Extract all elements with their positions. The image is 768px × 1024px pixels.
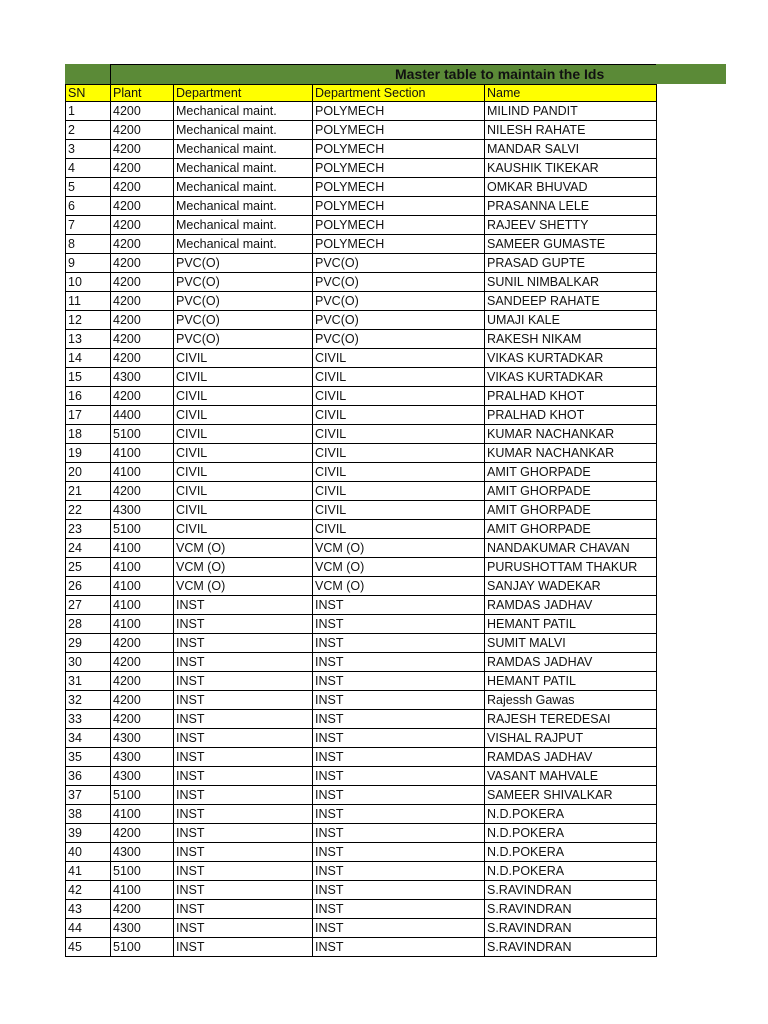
name-cell[interactable]: PRASANNA LELE [485,197,657,216]
department-cell[interactable]: CIVIL [174,406,313,425]
department-cell[interactable]: CIVIL [174,387,313,406]
table-row [66,691,657,710]
department-cell[interactable]: INST [174,710,313,729]
plant-cell[interactable]: 5100 [111,862,174,881]
department-section-cell[interactable]: INST [313,691,485,710]
department-section-cell[interactable]: CIVIL [313,482,485,501]
name-cell[interactable]: VIKAS KURTADKAR [485,368,657,387]
name-cell[interactable]: MANDAR SALVI [485,140,657,159]
department-section-cell[interactable]: PVC(O) [313,254,485,273]
sn-cell[interactable]: 9 [66,254,111,273]
department-cell[interactable]: INST [174,615,313,634]
department-section-cell[interactable]: POLYMECH [313,178,485,197]
department-section-cell[interactable]: CIVIL [313,444,485,463]
plant-cell[interactable]: 4200 [111,824,174,843]
table-row [66,425,657,444]
department-cell[interactable]: Mechanical maint. [174,197,313,216]
sn-cell[interactable]: 6 [66,197,111,216]
sn-cell[interactable]: 5 [66,178,111,197]
department-section-cell[interactable]: VCM (O) [313,558,485,577]
plant-cell[interactable]: 4200 [111,482,174,501]
sn-cell[interactable]: 39 [66,824,111,843]
name-cell[interactable]: Rajessh Gawas [485,691,657,710]
table-row [66,843,657,862]
table-row [66,501,657,520]
sn-cell[interactable]: 1 [66,102,111,121]
department-section-cell[interactable]: INST [313,653,485,672]
plant-cell[interactable]: 4100 [111,463,174,482]
name-cell[interactable]: SAMEER SHIVALKAR [485,786,657,805]
plant-cell[interactable]: 4200 [111,900,174,919]
department-section-cell[interactable]: INST [313,729,485,748]
name-cell[interactable]: HEMANT PATIL [485,615,657,634]
column-header-department[interactable]: Department [174,85,313,102]
table-row [66,368,657,387]
department-section-cell[interactable]: INST [313,938,485,957]
plant-cell[interactable]: 4100 [111,444,174,463]
table-row [66,919,657,938]
name-cell[interactable]: OMKAR BHUVAD [485,178,657,197]
sn-cell[interactable]: 13 [66,330,111,349]
department-section-cell[interactable]: CIVIL [313,368,485,387]
plant-cell[interactable]: 5100 [111,786,174,805]
table-row [66,710,657,729]
name-cell[interactable]: N.D.POKERA [485,843,657,862]
name-cell[interactable]: PRALHAD KHOT [485,387,657,406]
sn-cell[interactable]: 30 [66,653,111,672]
sn-cell[interactable]: 25 [66,558,111,577]
sn-cell[interactable]: 43 [66,900,111,919]
table-row [66,672,657,691]
table-row [66,406,657,425]
department-cell[interactable]: CIVIL [174,520,313,539]
department-section-cell[interactable]: POLYMECH [313,102,485,121]
department-cell[interactable]: INST [174,919,313,938]
table-row [66,178,657,197]
table-row [66,330,657,349]
department-section-cell[interactable]: INST [313,767,485,786]
sn-cell[interactable]: 21 [66,482,111,501]
plant-cell[interactable]: 5100 [111,520,174,539]
name-cell[interactable]: UMAJI KALE [485,311,657,330]
table-row [66,292,657,311]
sn-cell[interactable]: 38 [66,805,111,824]
table-row [66,577,657,596]
department-section-cell[interactable]: POLYMECH [313,121,485,140]
department-cell[interactable]: PVC(O) [174,273,313,292]
department-cell[interactable]: Mechanical maint. [174,178,313,197]
department-section-cell[interactable]: PVC(O) [313,311,485,330]
department-section-cell[interactable]: INST [313,596,485,615]
department-section-cell[interactable]: INST [313,634,485,653]
department-cell[interactable]: PVC(O) [174,311,313,330]
sn-cell[interactable]: 37 [66,786,111,805]
plant-cell[interactable]: 4200 [111,710,174,729]
sn-cell[interactable]: 15 [66,368,111,387]
sn-cell[interactable]: 27 [66,596,111,615]
table-row [66,786,657,805]
table-row [66,596,657,615]
sn-cell[interactable]: 20 [66,463,111,482]
department-section-cell[interactable]: POLYMECH [313,235,485,254]
table-row [66,197,657,216]
table-row [66,159,657,178]
table-row [66,938,657,957]
department-section-cell[interactable]: INST [313,862,485,881]
department-cell[interactable]: CIVIL [174,482,313,501]
department-cell[interactable]: Mechanical maint. [174,140,313,159]
table-row [66,824,657,843]
name-cell[interactable]: AMIT GHORPADE [485,501,657,520]
column-header-plant[interactable]: Plant [111,85,174,102]
plant-cell[interactable]: 4300 [111,501,174,520]
table-row [66,539,657,558]
department-cell[interactable]: VCM (O) [174,558,313,577]
sn-cell[interactable]: 19 [66,444,111,463]
department-section-cell[interactable]: INST [313,672,485,691]
department-cell[interactable]: INST [174,862,313,881]
plant-cell[interactable]: 4200 [111,672,174,691]
sn-cell[interactable]: 17 [66,406,111,425]
name-cell[interactable]: SAMEER GUMASTE [485,235,657,254]
name-cell[interactable]: RAMDAS JADHAV [485,596,657,615]
sn-cell[interactable]: 29 [66,634,111,653]
table-row [66,653,657,672]
department-cell[interactable]: Mechanical maint. [174,121,313,140]
department-section-cell[interactable]: PVC(O) [313,273,485,292]
department-cell[interactable]: INST [174,634,313,653]
name-cell[interactable]: N.D.POKERA [485,862,657,881]
department-section-cell[interactable]: INST [313,900,485,919]
plant-cell[interactable]: 4100 [111,615,174,634]
plant-cell[interactable]: 5100 [111,425,174,444]
name-cell[interactable]: RAMDAS JADHAV [485,748,657,767]
department-cell[interactable]: Mechanical maint. [174,102,313,121]
plant-cell[interactable]: 4200 [111,121,174,140]
name-cell[interactable]: N.D.POKERA [485,805,657,824]
department-cell[interactable]: INST [174,691,313,710]
sn-cell[interactable]: 26 [66,577,111,596]
name-cell[interactable]: VASANT MAHVALE [485,767,657,786]
name-cell[interactable]: AMIT GHORPADE [485,520,657,539]
department-section-cell[interactable]: CIVIL [313,463,485,482]
department-section-cell[interactable]: CIVIL [313,349,485,368]
department-cell[interactable]: INST [174,824,313,843]
plant-cell[interactable]: 4300 [111,767,174,786]
name-cell[interactable]: KAUSHIK TIKEKAR [485,159,657,178]
plant-cell[interactable]: 4300 [111,368,174,387]
department-section-cell[interactable]: INST [313,615,485,634]
table-row [66,463,657,482]
sheet-title: Master table to maintain the Ids [395,66,605,82]
sn-cell[interactable]: 10 [66,273,111,292]
plant-cell[interactable]: 4300 [111,748,174,767]
department-section-cell[interactable]: POLYMECH [313,159,485,178]
sn-cell[interactable]: 42 [66,881,111,900]
table-row [66,558,657,577]
name-cell[interactable]: SUMIT MALVI [485,634,657,653]
department-section-cell[interactable]: CIVIL [313,387,485,406]
name-cell[interactable]: MILIND PANDIT [485,102,657,121]
sn-cell[interactable]: 8 [66,235,111,254]
department-cell[interactable]: INST [174,596,313,615]
sn-cell[interactable]: 24 [66,539,111,558]
plant-cell[interactable]: 4100 [111,881,174,900]
department-cell[interactable]: INST [174,900,313,919]
table-row [66,121,657,140]
plant-cell[interactable]: 4100 [111,596,174,615]
sn-cell[interactable]: 2 [66,121,111,140]
department-cell[interactable]: Mechanical maint. [174,216,313,235]
name-cell[interactable]: RAJEEV SHETTY [485,216,657,235]
sn-cell[interactable]: 41 [66,862,111,881]
department-cell[interactable]: INST [174,767,313,786]
sn-cell[interactable]: 40 [66,843,111,862]
table-row [66,881,657,900]
department-cell[interactable]: INST [174,881,313,900]
department-section-cell[interactable]: CIVIL [313,425,485,444]
plant-cell[interactable]: 4200 [111,197,174,216]
plant-cell[interactable]: 4200 [111,178,174,197]
department-cell[interactable]: INST [174,748,313,767]
name-cell[interactable]: AMIT GHORPADE [485,463,657,482]
name-cell[interactable]: RAJESH TEREDESAI [485,710,657,729]
name-cell[interactable]: NANDAKUMAR CHAVAN [485,539,657,558]
plant-cell[interactable]: 4200 [111,102,174,121]
table-row [66,900,657,919]
department-cell[interactable]: INST [174,805,313,824]
table-row [66,729,657,748]
plant-cell[interactable]: 4200 [111,691,174,710]
name-cell[interactable]: KUMAR NACHANKAR [485,425,657,444]
department-cell[interactable]: Mechanical maint. [174,159,313,178]
plant-cell[interactable]: 4200 [111,311,174,330]
department-cell[interactable]: CIVIL [174,444,313,463]
department-section-cell[interactable]: INST [313,824,485,843]
sn-cell[interactable]: 16 [66,387,111,406]
department-cell[interactable]: CIVIL [174,349,313,368]
sn-cell[interactable]: 18 [66,425,111,444]
plant-cell[interactable]: 4200 [111,387,174,406]
table-row [66,634,657,653]
department-cell[interactable]: INST [174,672,313,691]
plant-cell[interactable]: 4300 [111,843,174,862]
sn-cell[interactable]: 28 [66,615,111,634]
name-cell[interactable]: NILESH RAHATE [485,121,657,140]
plant-cell[interactable]: 4200 [111,330,174,349]
department-section-cell[interactable]: CIVIL [313,520,485,539]
department-section-cell[interactable]: INST [313,843,485,862]
sn-cell[interactable]: 44 [66,919,111,938]
sn-cell[interactable]: 33 [66,710,111,729]
column-header-department-section[interactable]: Department Section [313,85,485,102]
department-cell[interactable]: INST [174,786,313,805]
name-cell[interactable]: VIKAS KURTADKAR [485,349,657,368]
department-section-cell[interactable]: CIVIL [313,406,485,425]
plant-cell[interactable]: 4100 [111,539,174,558]
table-row [66,805,657,824]
sn-cell[interactable]: 36 [66,767,111,786]
plant-cell[interactable]: 4200 [111,653,174,672]
plant-cell[interactable]: 4400 [111,406,174,425]
department-section-cell[interactable]: INST [313,881,485,900]
name-cell[interactable]: SANJAY WADEKAR [485,577,657,596]
name-cell[interactable]: PURUSHOTTAM THAKUR [485,558,657,577]
plant-cell[interactable]: 4100 [111,577,174,596]
plant-cell[interactable]: 4200 [111,349,174,368]
sn-cell[interactable]: 14 [66,349,111,368]
name-cell[interactable]: HEMANT PATIL [485,672,657,691]
table-row [66,520,657,539]
department-section-cell[interactable]: PVC(O) [313,292,485,311]
column-header-name[interactable]: Name [485,85,657,102]
department-cell[interactable]: Mechanical maint. [174,235,313,254]
sn-cell[interactable]: 35 [66,748,111,767]
sn-cell[interactable]: 22 [66,501,111,520]
department-cell[interactable]: INST [174,843,313,862]
department-section-cell[interactable]: CIVIL [313,501,485,520]
table-row [66,140,657,159]
table-row [66,235,657,254]
name-cell[interactable]: N.D.POKERA [485,824,657,843]
plant-cell[interactable]: 4100 [111,805,174,824]
sn-cell[interactable]: 3 [66,140,111,159]
table-row [66,767,657,786]
name-cell[interactable]: SANDEEP RAHATE [485,292,657,311]
table-row [66,349,657,368]
master-table [65,84,657,957]
plant-cell[interactable]: 4200 [111,159,174,178]
sn-cell[interactable]: 32 [66,691,111,710]
sn-cell[interactable]: 12 [66,311,111,330]
department-cell[interactable]: PVC(O) [174,292,313,311]
department-section-cell[interactable]: INST [313,786,485,805]
name-cell[interactable]: AMIT GHORPADE [485,482,657,501]
department-section-cell[interactable]: PVC(O) [313,330,485,349]
sn-cell[interactable]: 4 [66,159,111,178]
table-row [66,311,657,330]
plant-cell[interactable]: 5100 [111,938,174,957]
name-cell[interactable]: S.RAVINDRAN [485,919,657,938]
name-cell[interactable]: S.RAVINDRAN [485,881,657,900]
department-cell[interactable]: PVC(O) [174,330,313,349]
header-row [66,85,657,102]
department-cell[interactable]: VCM (O) [174,539,313,558]
department-cell[interactable]: INST [174,653,313,672]
department-section-cell[interactable]: INST [313,805,485,824]
name-cell[interactable]: PRASAD GUPTE [485,254,657,273]
plant-cell[interactable]: 4200 [111,235,174,254]
department-section-cell[interactable]: INST [313,710,485,729]
name-cell[interactable]: S.RAVINDRAN [485,900,657,919]
plant-cell[interactable]: 4100 [111,558,174,577]
plant-cell[interactable]: 4200 [111,273,174,292]
name-cell[interactable]: SUNIL NIMBALKAR [485,273,657,292]
department-section-cell[interactable]: INST [313,919,485,938]
name-cell[interactable]: VISHAL RAJPUT [485,729,657,748]
department-cell[interactable]: CIVIL [174,463,313,482]
department-cell[interactable]: CIVIL [174,368,313,387]
department-section-cell[interactable]: POLYMECH [313,216,485,235]
table-row [66,102,657,121]
department-cell[interactable]: PVC(O) [174,254,313,273]
department-cell[interactable]: VCM (O) [174,577,313,596]
table-row [66,748,657,767]
table-row [66,482,657,501]
department-section-cell[interactable]: POLYMECH [313,197,485,216]
department-section-cell[interactable]: POLYMECH [313,140,485,159]
plant-cell[interactable]: 4200 [111,140,174,159]
sn-cell[interactable]: 23 [66,520,111,539]
department-section-cell[interactable]: VCM (O) [313,539,485,558]
name-cell[interactable]: RAKESH NIKAM [485,330,657,349]
table-row [66,273,657,292]
plant-cell[interactable]: 4200 [111,634,174,653]
sn-cell[interactable]: 31 [66,672,111,691]
name-cell[interactable]: RAMDAS JADHAV [485,653,657,672]
plant-cell[interactable]: 4300 [111,729,174,748]
plant-cell[interactable]: 4200 [111,292,174,311]
column-header-sn[interactable]: SN [66,85,111,102]
sn-cell[interactable]: 34 [66,729,111,748]
plant-cell[interactable]: 4200 [111,254,174,273]
sn-cell[interactable]: 7 [66,216,111,235]
table-row [66,387,657,406]
department-section-cell[interactable]: INST [313,748,485,767]
department-section-cell[interactable]: VCM (O) [313,577,485,596]
table-row [66,615,657,634]
name-cell[interactable]: PRALHAD KHOT [485,406,657,425]
plant-cell[interactable]: 4200 [111,216,174,235]
sn-cell[interactable]: 11 [66,292,111,311]
name-cell[interactable]: S.RAVINDRAN [485,938,657,957]
table-row [66,862,657,881]
table-row [66,216,657,235]
table-row [66,254,657,273]
table-body [66,102,657,957]
department-cell[interactable]: CIVIL [174,425,313,444]
name-cell[interactable]: KUMAR NACHANKAR [485,444,657,463]
sn-cell[interactable]: 45 [66,938,111,957]
table-row [66,444,657,463]
plant-cell[interactable]: 4300 [111,919,174,938]
department-cell[interactable]: INST [174,938,313,957]
department-cell[interactable]: INST [174,729,313,748]
department-cell[interactable]: CIVIL [174,501,313,520]
